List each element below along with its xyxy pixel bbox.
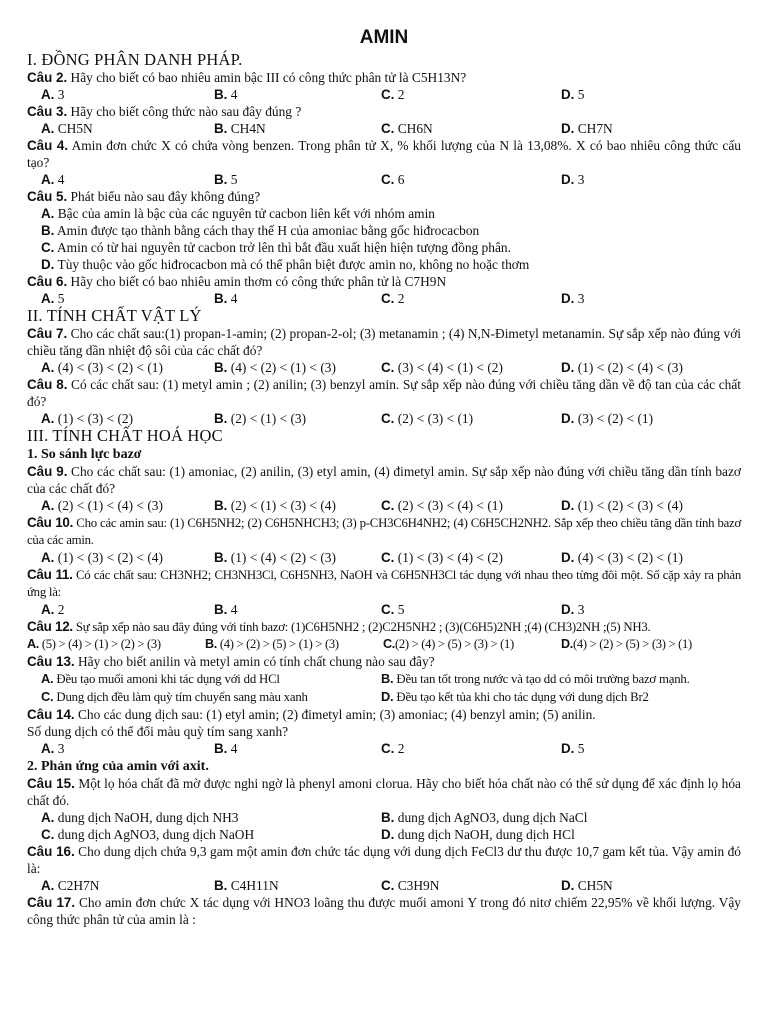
option-letter: B. [214,878,228,893]
question-text: Một lọ hóa chất đã mờ được nghi ngờ là phenyl amoni clorua. Hãy cho biết hóa chất nào có thể sử dụng để xác định lọ hóa chất đó. [27,776,741,808]
option-a: A. dung dịch NaOH, dung dịch NH3 [41,810,239,825]
option-letter: C. [381,602,395,617]
option-d: D. (3) < (2) < (1) [561,411,654,426]
option-c: C. 2 [381,87,405,102]
options-11 [27,601,741,618]
option-d: D. Đều tạo kết tủa khi cho tác dụng với dung dịch Br2 [381,689,649,704]
option-letter: A. [41,602,55,617]
option-letter: B. [205,637,217,651]
options-13-row1 [27,670,741,688]
question-number: Câu 8. [27,377,68,392]
page-title: AMIN [359,27,409,48]
option-letter: A. [41,87,55,102]
question-text: Cho amin đơn chức X tác dụng với HNO3 loãng thu được muối amoni Y trong đó nitơ chiếm 22,95% về khối lượng. Vậy công thức phân tử của amin là : [27,895,741,927]
option-letter: D. [561,741,575,756]
question-text: Cho các dung dịch sau: (1) etyl amin; (2) đimetyl amin; (3) amoniac; (4) benzyl amin; (5) anilin. [78,707,596,722]
option-a: A. CH5N [41,121,93,136]
option-letter: A. [41,671,54,686]
option-c: C. (2) < (3) < (1) [381,411,474,426]
option-letter: A. [41,411,55,426]
question-13 [27,653,741,670]
option-letter: B. [214,291,228,306]
question-number: Câu 15. [27,776,75,791]
option-letter: C. [381,291,395,306]
option-d: D. 3 [561,172,585,187]
option-letter: B. [214,741,228,756]
option-a: A. 5 [41,291,65,306]
option-d: D. Tùy thuộc vào gốc hiđrocacbon mà có thể phân biệt được amin no, không no hoặc thơm [41,257,530,272]
option-c: C. (2) < (3) < (4) < (1) [381,498,503,513]
question-number: Câu 6. [27,274,68,289]
question-number: Câu 16. [27,844,75,859]
options-9 [27,497,741,514]
option-d: D. CH7N [561,121,613,136]
option-letter: A. [41,121,55,136]
option-letter: C. [383,637,395,651]
option-b: B. CH4N [214,121,266,136]
question-text: Phát biểu nào sau đây không đúng? [70,189,261,204]
option-d: D. (1) < (2) < (4) < (3) [561,360,683,375]
options-14 [27,740,741,757]
option-letter: A. [41,550,55,565]
option-a: A. 3 [41,87,65,102]
option-d: D.(4) > (2) > (5) > (3) > (1) [561,637,692,651]
question-number: Câu 7. [27,326,68,341]
option-letter: D. [561,121,575,136]
option-a: A. Đều tạo muối amoni khi tác dụng với dd HCl [41,671,280,686]
option-letter: D. [561,87,575,102]
options-15-row1 [27,809,741,826]
option-letter: B. [41,223,55,238]
question-number: Câu 17. [27,895,76,910]
option-letter: B. [214,602,228,617]
options-7 [27,359,741,376]
option-a: A. (2) < (1) < (4) < (3) [41,498,163,513]
option-letter: A. [41,206,55,221]
option-d: D. 3 [561,602,585,617]
option-letter: A. [41,360,55,375]
question-12 [27,618,741,636]
options-13-row2 [27,688,741,706]
option-a: A. (1) < (3) < (2) [41,411,134,426]
option-letter: A. [41,741,55,756]
option-b: B. 4 [214,741,238,756]
option-b: B. dung dịch AgNO3, dung dịch NaCl [381,810,588,825]
question-number: Câu 14. [27,707,75,722]
option-a: A. 3 [41,741,65,756]
question-text: Cho các chất sau: (1) amoniac, (2) anilin, (3) etyl amin, (4) đimetyl amin. Sự sắp xếp nào đúng với chiều tăng dần tính bazơ của các chất đó? [27,464,741,496]
option-a: A. (4) < (3) < (2) < (1) [41,360,163,375]
options-8 [27,410,741,427]
option-b: B. Đều tan tốt trong nước và tạo dd có môi trường bazơ mạnh. [381,671,690,686]
options-6 [27,290,741,307]
option-c: C. Dung dịch đều làm quỳ tím chuyển sang màu xanh [41,689,308,704]
option-letter: C. [41,827,55,842]
document-page [27,26,741,928]
option-b: B. (2) < (1) < (3) [214,411,307,426]
option-letter: B. [214,87,228,102]
option-b: B. (4) > (2) > (5) > (1) > (3) [205,637,339,651]
option-c: C. CH6N [381,121,433,136]
option-letter: A. [41,810,55,825]
option-c: C. C3H9N [381,878,440,893]
option-b: B. (2) < (1) < (3) < (4) [214,498,336,513]
option-letter: C. [381,550,395,565]
question-14 [27,706,741,723]
question-text: Hãy cho biết công thức nào sau đây đúng ? [70,104,302,119]
question-3 [27,103,741,120]
question-number: Câu 9. [27,464,68,479]
option-letter: D. [561,602,575,617]
option-letter: D. [561,878,575,893]
question-text: Hãy cho biết có bao nhiêu amin bậc III có công thức phân tử là C5H13N? [70,70,467,85]
option-letter: C. [381,360,395,375]
question-5 [27,188,741,205]
option-letter: D. [561,550,575,565]
question-number: Câu 5. [27,189,68,204]
option-letter: D. [561,172,575,187]
question-number: Câu 2. [27,70,68,85]
options-2 [27,86,741,103]
option-b: B. (4) < (2) < (1) < (3) [214,360,336,375]
question-number: Câu 11. [27,567,73,582]
option-a: A. (1) < (3) < (2) < (4) [41,550,163,565]
option-letter: A. [27,637,39,651]
section-heading-1: I. ĐỒNG PHÂN DANH PHÁP. [27,50,243,69]
option-b: B. 4 [214,602,238,617]
question-16 [27,843,741,877]
option-d: D. 3 [561,291,585,306]
option-a: A. (5) > (4) > (1) > (2) > (3) [27,637,161,651]
option-letter: B. [214,411,228,426]
option-letter: D. [381,827,395,842]
option-letter: C. [41,240,55,255]
question-number: Câu 10. [27,515,74,530]
option-letter: B. [214,121,228,136]
subsection-heading-1: 1. So sánh lực bazơ [27,447,142,462]
option-c: C. (1) < (3) < (4) < (2) [381,550,503,565]
option-c: C.(2) > (4) > (5) > (3) > (1) [383,637,514,651]
options-3 [27,120,741,137]
option-a: A. Bậc của amin là bậc của các nguyên tử cacbon liên kết với nhóm amin [41,206,435,221]
option-a: A. C2H7N [41,878,100,893]
option-d: D. 5 [561,87,585,102]
option-d: D. dung dịch NaOH, dung dịch HCl [381,827,575,842]
section-heading-2: II. TÍNH CHẤT VẬT LÝ [27,306,202,325]
option-b: B. C4H11N [214,878,279,893]
option-c: C. (3) < (4) < (1) < (2) [381,360,503,375]
question-4 [27,137,741,171]
question-number: Câu 4. [27,138,69,153]
option-b: B. 4 [214,87,238,102]
option-letter: C. [381,411,395,426]
option-letter: C. [381,498,395,513]
question-14-line2: Số dung dịch có thể đổi màu quỳ tím sang xanh? [27,724,289,739]
section-heading-3: III. TÍNH CHẤT HOÁ HỌC [27,426,223,445]
options-12 [27,636,741,653]
question-8 [27,376,741,410]
question-15 [27,775,741,809]
question-text: Hãy cho biết anilin và metyl amin có tính chất chung nào sau đây? [78,654,435,669]
option-b: B. 4 [214,291,238,306]
option-c: C. 2 [381,291,405,306]
option-c: C. 6 [381,172,405,187]
option-letter: A. [41,878,55,893]
option-letter: B. [214,172,228,187]
option-d: D. (4) < (3) < (2) < (1) [561,550,683,565]
option-c: C. Amin có từ hai nguyên tử cacbon trở lên thì bắt đầu xuất hiện hiện tượng đồng phân. [41,240,511,255]
question-6 [27,273,741,290]
question-7 [27,325,741,359]
question-11 [27,566,741,601]
option-letter: C. [381,172,395,187]
option-d: D. CH5N [561,878,613,893]
question-text: Cho các chất sau:(1) propan-1-amin; (2) propan-2-ol; (3) metanamin ; (4) N,N-Đimetyl metanamin. Sự sắp xếp nào đúng với chiều tăng dần nhiệt độ sôi của các chất đó? [27,326,741,358]
option-letter: C. [381,87,395,102]
option-letter: D. [41,257,55,272]
option-a: A. 2 [41,602,65,617]
option-letter: C. [381,741,395,756]
option-letter: D. [561,291,575,306]
option-letter: D. [561,498,575,513]
options-4 [27,171,741,188]
options-15-row2 [27,826,741,843]
option-letter: D. [561,360,575,375]
option-letter: D. [561,637,573,651]
option-letter: B. [381,671,394,686]
option-letter: A. [41,291,55,306]
option-c: C. 5 [381,602,405,617]
question-10 [27,514,741,549]
option-letter: C. [41,689,54,704]
subsection-heading-2: 2. Phản ứng của amin với axit. [27,759,209,774]
question-text: Sự sắp xếp nào sau đây đúng với tính bazơ: (1)C6H5NH2 ; (2)C2H5NH2 ; (3)(C6H5)2NH ;(4) (CH3)2NH ;(5) NH3. [75,620,651,634]
option-a: A. 4 [41,172,65,187]
question-text: Amin đơn chức X có chứa vòng benzen. Trong phân tử X, % khối lượng của N là 13,08%. X có bao nhiêu công thức cấu tạo? [27,138,741,170]
question-text: Có các chất sau: (1) metyl amin ; (2) anilin; (3) benzyl amin. Sự sắp xếp nào đúng với chiều tăng dần về độ tan của các chất đó? [27,377,742,409]
question-17 [27,894,741,928]
question-text: Có các chất sau: CH3NH2; CH3NH3Cl, C6H5NH3, NaOH và C6H5NH3Cl tác dụng với nhau theo từng đôi một. Số cặp xảy ra phản ứng là: [27,568,741,599]
question-number: Câu 3. [27,104,68,119]
option-letter: B. [214,498,228,513]
option-d: D. 5 [561,741,585,756]
option-b: B. (1) < (4) < (2) < (3) [214,550,336,565]
option-c: C. 2 [381,741,405,756]
option-letter: A. [41,498,55,513]
option-letter: B. [214,360,228,375]
option-c: C. dung dịch AgNO3, dung dịch NaOH [41,827,255,842]
option-b: B. Amin được tạo thành bằng cách thay thế H của amoniac bằng gốc hiđrocacbon [41,223,480,238]
question-9 [27,463,741,497]
options-10 [27,549,741,566]
question-number: Câu 13. [27,654,75,669]
question-text: Cho các amin sau: (1) C6H5NH2; (2) C6H5NHCH3; (3) p-CH3C6H4NH2; (4) C6H5CH2NH2. Sắp xếp theo chiều tăng dần tính bazơ của các amin. [27,516,741,547]
option-letter: C. [381,121,395,136]
option-letter: C. [381,878,395,893]
options-16 [27,877,741,894]
question-number: Câu 12. [27,619,73,634]
option-letter: B. [214,550,228,565]
option-letter: D. [561,411,575,426]
question-text: Hãy cho biết có bao nhiêu amin thơm có công thức phân tử là C7H9N [70,274,447,289]
question-2 [27,69,741,86]
option-d: D. (1) < (2) < (3) < (4) [561,498,683,513]
option-b: B. 5 [214,172,238,187]
option-letter: D. [381,689,394,704]
option-letter: B. [381,810,395,825]
option-letter: A. [41,172,55,187]
question-text: Cho dung dịch chứa 9,3 gam một amin đơn chức tác dụng với dung dịch FeCl3 dư thu được 10,7 gam kết tủa. Vậy amin đó là: [27,844,741,876]
